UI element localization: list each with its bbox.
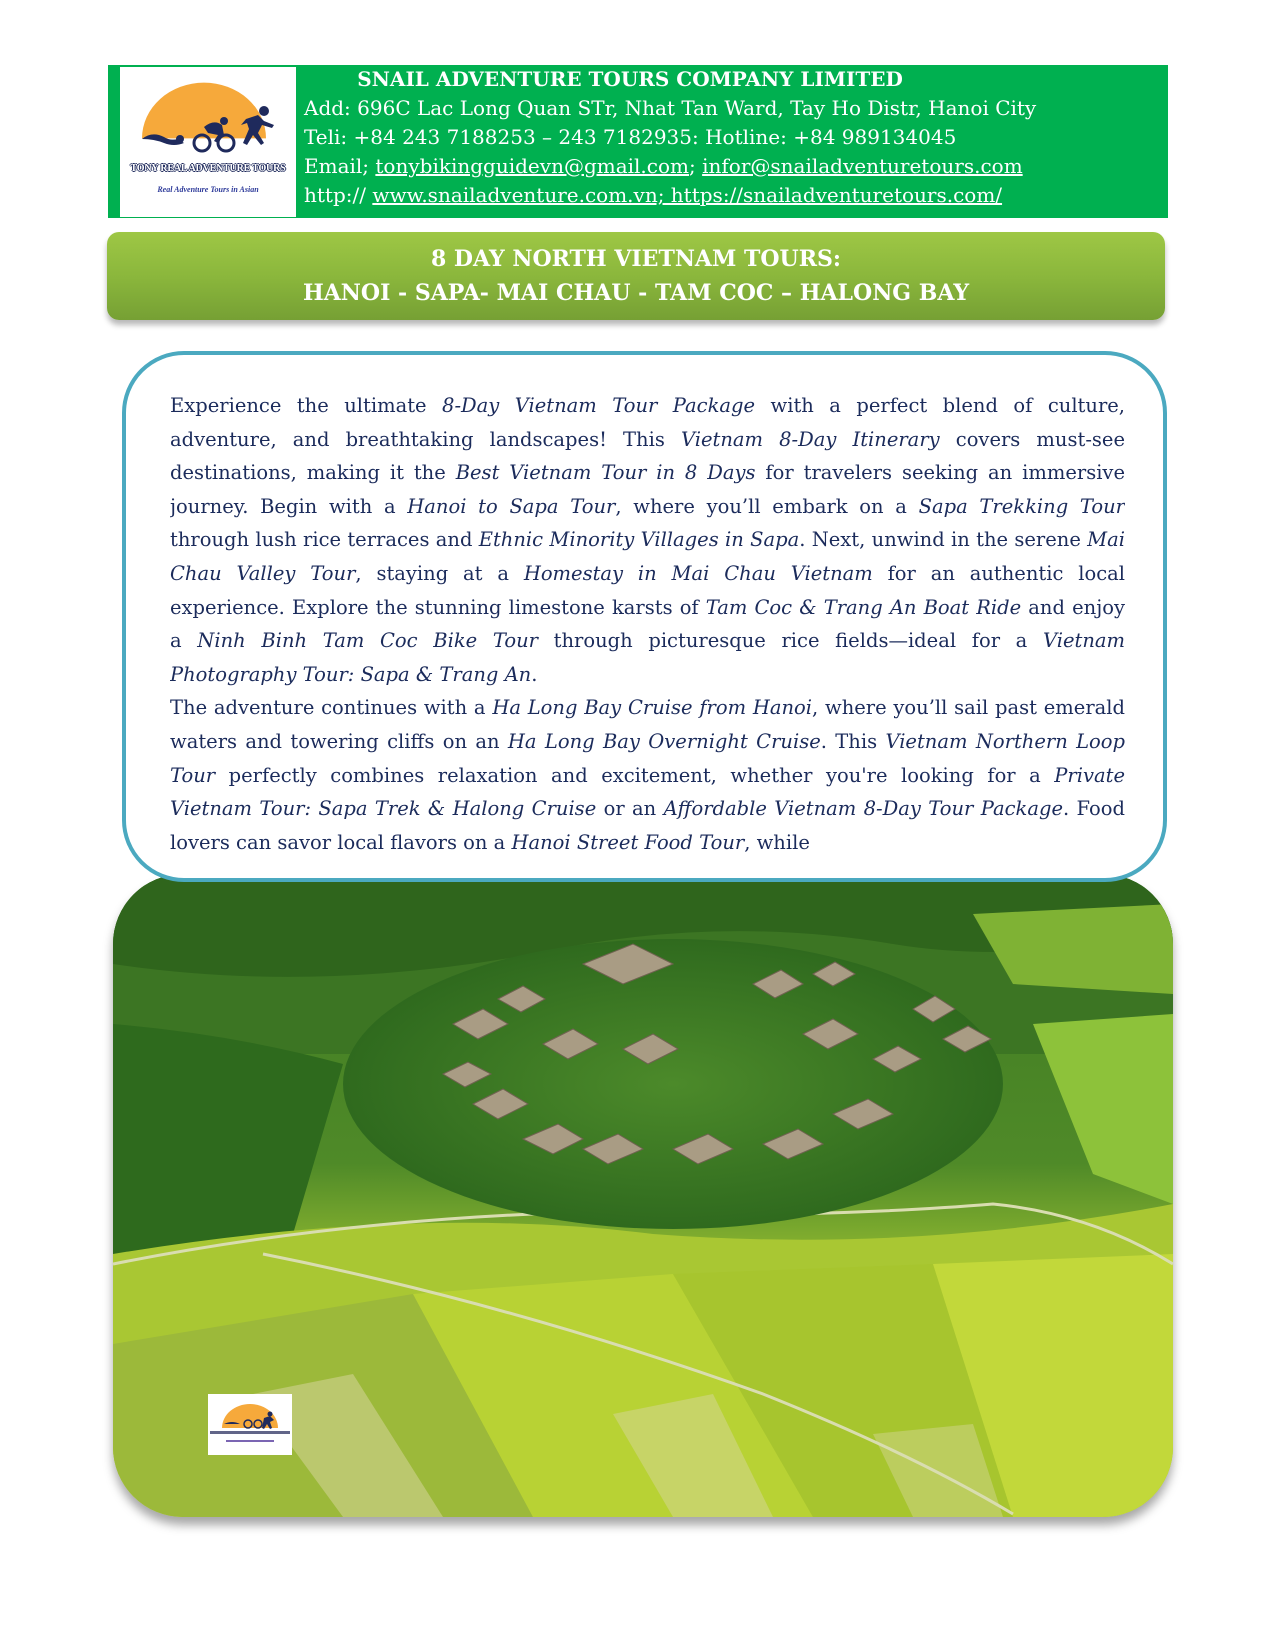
tour-keyword: Ha Long Bay Overnight Cruise: [507, 729, 821, 753]
company-header: [108, 65, 1168, 218]
logo-tagline: Real Adventure Tours in Asian: [157, 185, 259, 194]
text-run: through lush rice terraces and: [170, 528, 479, 552]
watermark-brand-name: [210, 1431, 290, 1434]
email-label: Email;: [304, 154, 376, 178]
text-run: for travelers seeking an immersive journey. Begin with a: [170, 461, 1125, 518]
email-separator: ;: [689, 154, 703, 178]
triathlon-sun-logo-icon: [120, 67, 296, 167]
tour-keyword: Vietnam 8-Day Itinerary: [680, 427, 940, 451]
tour-title-banner: [107, 232, 1165, 320]
photo-watermark-logo: [208, 1394, 292, 1455]
text-run: through picturesque rice fields—ideal for a: [537, 629, 1043, 653]
email-link-infor[interactable]: infor@snailadventuretours.com: [702, 154, 1023, 178]
company-phone: Teli: +84 243 7188253 – 243 7182935: Hotline: +84 989134045: [304, 125, 957, 149]
tour-keyword: Affordable Vietnam 8-Day Tour Package: [663, 797, 1063, 821]
triathlon-sun-logo-icon: [208, 1394, 292, 1434]
tour-keyword: Vietnam Northern Loop Tour: [170, 729, 1125, 787]
tour-keyword: Mai Chau Valley Tour: [170, 528, 1125, 585]
text-run: . Next, unwind in the serene: [799, 528, 1088, 552]
web-label: http://: [304, 183, 373, 207]
text-run: , where you’ll embark on a: [615, 494, 919, 518]
tour-keyword: Hanoi to Sapa Tour: [407, 494, 616, 518]
tour-keyword: Sapa Trekking Tour: [918, 494, 1125, 518]
tour-description-text: [170, 389, 1125, 859]
email-link-tonybiking[interactable]: tonybikingguidevn@gmail.com: [375, 154, 689, 178]
tour-keyword: Tam Coc & Trang An Boat Ride: [705, 595, 1022, 619]
tour-keyword: Vietnam Photography Tour: Sapa & Trang An: [170, 629, 1125, 686]
description-paragraph-2: [170, 691, 1125, 859]
text-run: The adventure continues with a: [170, 696, 493, 720]
company-email-line: [304, 152, 1164, 181]
tour-keyword: Ha Long Bay Cruise from Hanoi: [492, 696, 813, 720]
text-run: .: [531, 662, 538, 686]
tour-description-box: [122, 351, 1167, 882]
text-run: for an authentic local experience. Explore the stunning limestone karsts of: [170, 561, 1125, 619]
tour-title-line-2: HANOI - SAPA- MAI CHAU - TAM COC – HALONG BAY: [302, 280, 970, 306]
company-name: SNAIL ADVENTURE TOURS COMPANY LIMITED: [357, 67, 903, 91]
tour-photo-mai-chau: [113, 874, 1173, 1517]
text-run: and enjoy a: [170, 595, 1125, 653]
watermark-tagline: [226, 1440, 274, 1442]
tour-title-line-1: 8 DAY NORTH VIETNAM TOURS:: [430, 246, 842, 272]
logo-brand-name: TONY REAL ADVENTURE TOURS: [130, 163, 286, 174]
company-info: [304, 65, 1164, 210]
tour-keyword: Ethnic Minority Villages in Sapa: [478, 528, 800, 552]
tour-keyword: Ninh Binh Tam Coc Bike Tour: [197, 629, 538, 653]
text-run: , while: [744, 830, 810, 854]
text-run: with a perfect blend of culture, adventure, and breathtaking landscapes! This: [170, 394, 1125, 451]
text-run: covers must-see destinations, making it the: [170, 427, 1125, 485]
company-address: Add: 696C Lac Long Quan STr, Nhat Tan Ward, Tay Ho Distr, Hanoi City: [304, 96, 1037, 120]
website-links[interactable]: www.snailadventure.com.vn; https://snailadventuretours.com/: [372, 183, 1003, 207]
tour-keyword: 8-Day Vietnam Tour Package: [442, 394, 756, 417]
text-run: , where you’ll sail past emerald waters and towering cliffs on an: [170, 696, 1125, 753]
company-logo: [120, 67, 296, 217]
tour-keyword: Hanoi Street Food Tour: [511, 830, 745, 854]
text-run: . This: [820, 729, 886, 753]
text-run: , staying at a: [355, 561, 524, 585]
tour-keyword: Best Vietnam Tour in 8 Days: [455, 461, 756, 485]
tour-keyword: Homestay in Mai Chau Vietnam: [523, 561, 873, 585]
text-run: Experience the ultimate: [170, 394, 443, 417]
text-run: perfectly combines relaxation and excitement, whether you're looking for a: [215, 763, 1055, 787]
text-run: or an: [596, 797, 664, 821]
company-web-line: [304, 181, 1164, 210]
text-run: . Food lovers can savor local flavors on a: [170, 797, 1125, 854]
description-paragraph-1: [170, 389, 1125, 691]
tour-keyword: Private Vietnam Tour: Sapa Trek & Halong Cruise: [170, 763, 1125, 821]
